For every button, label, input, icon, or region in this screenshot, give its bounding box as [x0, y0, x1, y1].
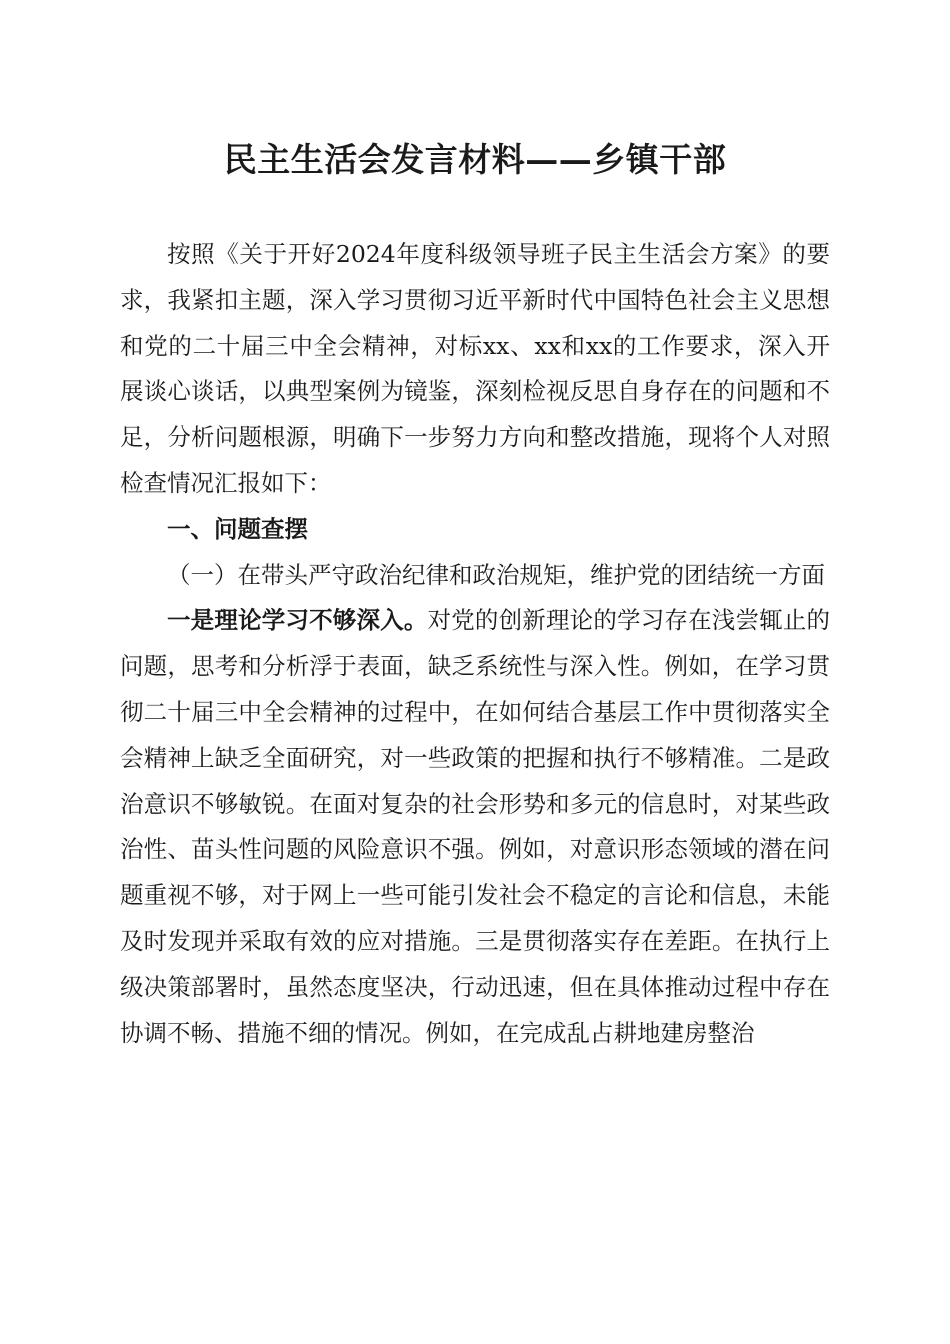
problem-paragraph	[120, 598, 830, 1056]
section-heading: 一、问题查摆	[167, 514, 308, 543]
document-title: 民主生活会发言材料——乡镇干部	[223, 140, 727, 179]
point-two-text: 在面对复杂的社会形势和多元的信息时，对某些政治性、苗头性问题的风险意识不强。例如，对意识形态领域的潜在问题重视不够，对于网上一些可能引发社会不稳定的言论和信息，未能及时发现并采取有效的应对措施。	[120, 789, 831, 955]
point-one-text: 对党的创新理论的学习存在浅尝辄止的问题，思考和分析浮于表面，缺乏系统性与深入性。例如，在学习贯彻二十届三中全会精神的过程中，在如何结合基层工作中贯彻落实全会精神上缺乏全面研究，对一些政策的把握和执行不够精准。	[120, 606, 831, 772]
point-one-lead: 一是理论学习不够深入。	[167, 606, 428, 635]
point-two-lead: 二是政治意识不够敏锐。	[120, 743, 831, 818]
point-three-text: 在执行上级决策部署时，虽然态度坚决，行动迅速，但在具体推动过程中存在协调不畅、措施不细的情况。例如，在完成乱占耕地建房整治	[120, 926, 831, 1047]
document-body	[120, 232, 830, 1056]
subsection-heading: （一）在带头严守政治纪律和政治规矩，维护党的团结统一方面	[167, 560, 825, 589]
intro-paragraph: 按照《关于开好2024年度科级领导班子民主生活会方案》的要求，我紧扣主题，深入学习贯彻习近平新时代中国特色社会主义思想和党的二十届三中全会精神，对标xx、xx和xx的工作要求，深入开展谈心谈话，以典型案例为镜鉴，深刻检视反思自身存在的问题和不足，分析问题根源，明确下一步努力方向和整改措施，现将个人对照检查情况汇报如下：	[120, 240, 830, 497]
point-three-lead: 三是贯彻落实存在差距。	[475, 926, 736, 955]
